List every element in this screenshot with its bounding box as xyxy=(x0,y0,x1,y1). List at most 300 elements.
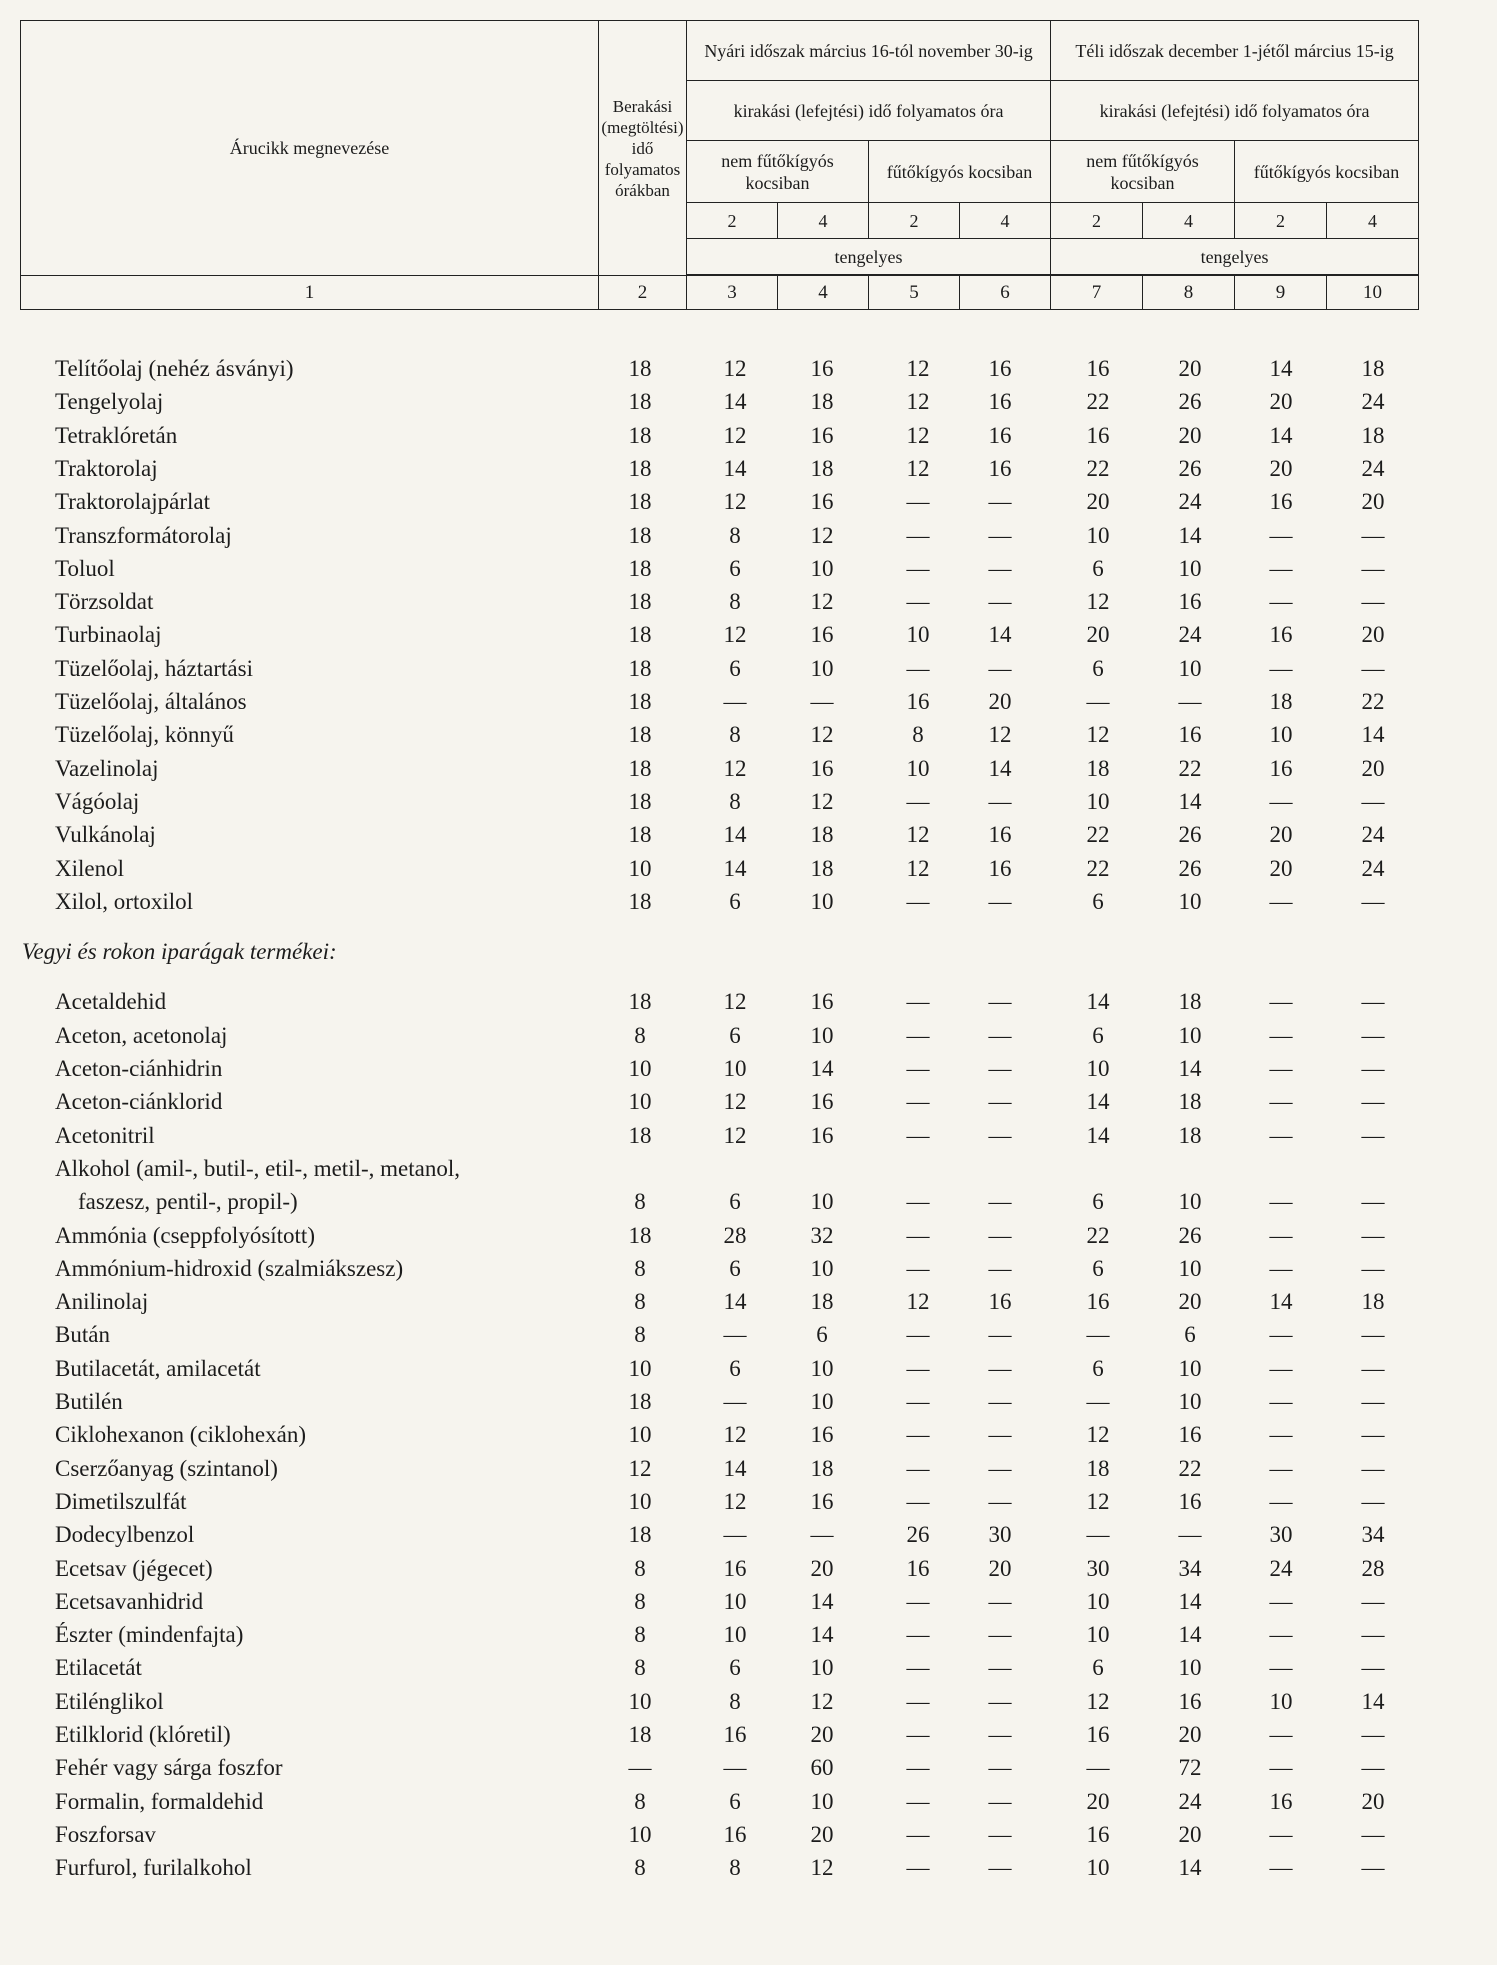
value-cell: 16 xyxy=(906,689,930,714)
value-cell: 14 xyxy=(1086,1089,1110,1115)
value-cell: 12 xyxy=(1086,1488,1110,1514)
col-num: 2 xyxy=(599,276,687,310)
table-row xyxy=(0,519,1497,552)
article-name: Xilenol xyxy=(55,855,124,881)
value-cell: 20 xyxy=(1269,822,1293,848)
value-cell: — xyxy=(1361,1056,1385,1081)
value-cell: 30 xyxy=(1086,1555,1110,1581)
winter-axles: tengelyes xyxy=(1051,239,1419,275)
table-row xyxy=(0,585,1497,618)
section-title: Vegyi és rokon iparágak termékei: xyxy=(22,939,337,965)
value-cell: 6 xyxy=(729,1355,741,1381)
value-cell: — xyxy=(988,1322,1012,1348)
value-cell: 20 xyxy=(1086,1788,1110,1814)
value-cell: 10 xyxy=(1178,1655,1202,1681)
table-row xyxy=(0,385,1497,418)
table-row xyxy=(0,1285,1497,1318)
value-cell: 16 xyxy=(1178,1422,1202,1448)
value-cell: — xyxy=(988,1255,1012,1281)
value-cell: 14 xyxy=(1361,722,1385,748)
value-cell: 14 xyxy=(723,389,747,415)
value-cell: 16 xyxy=(810,1089,834,1115)
col-num: 8 xyxy=(1143,276,1235,310)
value-cell: 10 xyxy=(628,1422,652,1448)
article-name: Foszforsav xyxy=(55,1821,156,1847)
value-cell: 20 xyxy=(1178,356,1202,381)
value-cell: 8 xyxy=(729,589,741,615)
value-cell: — xyxy=(906,1588,930,1614)
value-cell: 16 xyxy=(1086,1722,1110,1747)
value-cell: 18 xyxy=(810,389,834,415)
value-cell: 12 xyxy=(723,622,747,648)
value-cell: 22 xyxy=(1361,689,1385,714)
value-cell: — xyxy=(723,1389,747,1414)
value-cell: — xyxy=(1269,1022,1293,1048)
value-cell: — xyxy=(988,489,1012,515)
value-cell: — xyxy=(1086,1389,1110,1414)
value-cell: 16 xyxy=(810,755,834,781)
value-cell: 18 xyxy=(1178,989,1202,1015)
value-cell: 16 xyxy=(810,989,834,1015)
article-name: Acetonitril xyxy=(55,1122,155,1148)
value-cell: — xyxy=(1269,522,1293,548)
article-name: Tüzelőolaj, könnyű xyxy=(55,722,234,748)
value-cell: 30 xyxy=(988,1522,1012,1548)
article-name: Aceton-ciánhidrin xyxy=(55,1056,223,1081)
value-cell: 10 xyxy=(1086,1056,1110,1081)
table-row xyxy=(0,1152,1497,1185)
value-cell: 6 xyxy=(729,1255,741,1281)
value-cell: 18 xyxy=(628,455,652,481)
value-cell: 12 xyxy=(1086,722,1110,748)
value-cell: — xyxy=(906,1122,930,1148)
value-cell: 24 xyxy=(1178,1788,1202,1814)
value-cell: 14 xyxy=(1178,1588,1202,1614)
value-cell: — xyxy=(988,1455,1012,1481)
value-cell: — xyxy=(1269,1089,1293,1115)
value-cell: 10 xyxy=(628,1355,652,1381)
value-cell: 22 xyxy=(1086,455,1110,481)
value-cell: 12 xyxy=(723,989,747,1015)
value-cell: 28 xyxy=(1361,1555,1385,1581)
value-cell: 14 xyxy=(1178,522,1202,548)
value-cell: 16 xyxy=(1178,1488,1202,1514)
value-cell: — xyxy=(723,689,747,714)
value-cell: 26 xyxy=(906,1522,930,1548)
value-cell: 16 xyxy=(810,1488,834,1514)
axle-2: 2 xyxy=(869,203,960,239)
header-table xyxy=(20,20,1419,310)
value-cell: 12 xyxy=(810,722,834,748)
table-row xyxy=(0,1552,1497,1585)
value-cell: — xyxy=(1361,1022,1385,1048)
axle-2: 2 xyxy=(687,203,778,239)
value-cell: 20 xyxy=(1178,1722,1202,1747)
value-cell: — xyxy=(988,1655,1012,1681)
value-cell: — xyxy=(906,555,930,581)
value-cell: 14 xyxy=(1269,356,1293,381)
value-cell: 12 xyxy=(906,455,930,481)
value-cell: 16 xyxy=(723,1722,747,1747)
value-cell: — xyxy=(988,1355,1012,1381)
value-cell: 10 xyxy=(810,1355,834,1381)
value-cell: 18 xyxy=(1178,1122,1202,1148)
value-cell: 22 xyxy=(1086,1222,1110,1248)
value-cell: 14 xyxy=(723,822,747,848)
article-name: Ammónium-hidroxid (szalmiákszesz) xyxy=(55,1255,404,1281)
article-name: Xilol, ortoxilol xyxy=(55,888,193,914)
table-row xyxy=(0,618,1497,651)
value-cell: 16 xyxy=(988,855,1012,881)
value-cell: 20 xyxy=(1178,422,1202,448)
value-cell: — xyxy=(1178,689,1202,714)
value-cell: 8 xyxy=(634,1655,646,1681)
value-cell: 16 xyxy=(1269,1788,1293,1814)
value-cell: 14 xyxy=(1178,1622,1202,1648)
article-name: Vazelinolaj xyxy=(55,755,159,781)
value-cell: — xyxy=(1361,1755,1385,1781)
value-cell: — xyxy=(1269,1722,1293,1747)
table-row xyxy=(0,1618,1497,1651)
value-cell: — xyxy=(906,1855,930,1881)
article-name: Ecetsavanhidrid xyxy=(55,1588,204,1614)
table-row-continuation xyxy=(0,1185,1497,1218)
value-cell: — xyxy=(1361,522,1385,548)
value-cell: — xyxy=(906,655,930,681)
value-cell: — xyxy=(1086,1322,1110,1348)
axle-4: 4 xyxy=(1327,203,1419,239)
value-cell: — xyxy=(1361,1389,1385,1414)
value-cell: 14 xyxy=(810,1588,834,1614)
value-cell: — xyxy=(1361,1588,1385,1614)
value-cell: 12 xyxy=(810,1688,834,1714)
article-name: Traktorolajpárlat xyxy=(55,489,211,515)
value-cell: 20 xyxy=(1269,455,1293,481)
value-cell: — xyxy=(906,589,930,615)
article-name: Bután xyxy=(55,1322,110,1348)
article-name: Ecetsav (jégecet) xyxy=(55,1555,213,1581)
value-cell: — xyxy=(1269,1122,1293,1148)
table-row xyxy=(0,1485,1497,1518)
value-cell: 14 xyxy=(1086,989,1110,1015)
value-cell: 8 xyxy=(634,1555,646,1581)
value-cell: — xyxy=(906,1089,930,1115)
value-cell: — xyxy=(988,1488,1012,1514)
value-cell: — xyxy=(1361,1322,1385,1348)
value-cell: 8 xyxy=(634,1289,646,1315)
value-cell: 24 xyxy=(1361,822,1385,848)
value-cell: — xyxy=(988,1389,1012,1414)
value-cell: — xyxy=(906,1355,930,1381)
value-cell: 12 xyxy=(723,356,747,381)
value-cell: 6 xyxy=(1092,1355,1104,1381)
table-row xyxy=(0,752,1497,785)
value-cell: 14 xyxy=(810,1056,834,1081)
value-cell: 14 xyxy=(1178,788,1202,814)
article-name: Cserzőanyag (szintanol) xyxy=(55,1455,278,1481)
value-cell: 16 xyxy=(810,422,834,448)
value-cell: — xyxy=(1361,989,1385,1015)
value-cell: 10 xyxy=(1269,1688,1293,1714)
value-cell: 18 xyxy=(628,489,652,515)
table-row xyxy=(0,1452,1497,1485)
value-cell: 18 xyxy=(628,689,652,714)
value-cell: 16 xyxy=(1178,1688,1202,1714)
value-cell: 10 xyxy=(1178,1189,1202,1215)
table-row xyxy=(0,419,1497,452)
value-cell: — xyxy=(988,655,1012,681)
value-cell: 16 xyxy=(1178,722,1202,748)
value-cell: — xyxy=(1361,1122,1385,1148)
table-row xyxy=(0,1685,1497,1718)
table-row xyxy=(0,552,1497,585)
value-cell: 8 xyxy=(729,1855,741,1881)
value-cell: 32 xyxy=(810,1222,834,1248)
table-row xyxy=(0,1851,1497,1884)
table-row xyxy=(0,485,1497,518)
value-cell: 10 xyxy=(628,1089,652,1115)
value-cell: 22 xyxy=(1086,389,1110,415)
value-cell: 10 xyxy=(1178,1389,1202,1414)
value-cell: 18 xyxy=(628,1522,652,1548)
value-cell: — xyxy=(1361,1255,1385,1281)
table-row xyxy=(0,1252,1497,1285)
article-name: Törzsoldat xyxy=(55,589,154,615)
value-cell: 16 xyxy=(906,1555,930,1581)
value-cell: — xyxy=(1269,655,1293,681)
value-cell: 20 xyxy=(1178,1821,1202,1847)
value-cell: 20 xyxy=(1361,489,1385,515)
value-cell: 16 xyxy=(1269,755,1293,781)
value-cell: 16 xyxy=(1086,1821,1110,1847)
value-cell: 20 xyxy=(810,1555,834,1581)
value-cell: — xyxy=(988,555,1012,581)
value-cell: 18 xyxy=(810,855,834,881)
value-cell: 12 xyxy=(628,1455,652,1481)
value-cell: 12 xyxy=(906,356,930,381)
value-cell: 18 xyxy=(1361,356,1385,381)
axle-2: 2 xyxy=(1051,203,1143,239)
article-name: Alkohol (amil-, butil-, etil-, metil-, metanol, xyxy=(55,1155,460,1181)
table-row xyxy=(0,685,1497,718)
value-cell: — xyxy=(906,1722,930,1747)
value-cell: 10 xyxy=(810,655,834,681)
value-cell: — xyxy=(723,1755,747,1781)
summer-axles: tengelyes xyxy=(687,239,1051,275)
value-cell: 8 xyxy=(729,522,741,548)
value-cell: 20 xyxy=(810,1722,834,1747)
table-row xyxy=(0,1119,1497,1152)
value-cell: 6 xyxy=(1092,888,1104,914)
value-cell: 18 xyxy=(628,389,652,415)
value-cell: — xyxy=(1269,989,1293,1015)
value-cell: — xyxy=(988,1821,1012,1847)
value-cell: 12 xyxy=(723,755,747,781)
value-cell: 18 xyxy=(628,755,652,781)
value-cell: 16 xyxy=(988,822,1012,848)
value-cell: — xyxy=(1361,1722,1385,1747)
value-cell: 14 xyxy=(723,1289,747,1315)
value-cell: — xyxy=(1269,1189,1293,1215)
value-cell: 16 xyxy=(810,356,834,381)
value-cell: 18 xyxy=(628,589,652,615)
value-cell: 20 xyxy=(988,1555,1012,1581)
value-cell: — xyxy=(1361,1488,1385,1514)
winter-heat: fűtőkígyós kocsiban xyxy=(1235,141,1419,203)
value-cell: 14 xyxy=(1269,422,1293,448)
value-cell: 16 xyxy=(1086,1289,1110,1315)
value-cell: 8 xyxy=(634,1255,646,1281)
article-name: Aceton-ciánklorid xyxy=(55,1089,223,1115)
value-cell: 6 xyxy=(1092,655,1104,681)
article-name: Toluol xyxy=(55,555,115,581)
value-cell: 18 xyxy=(628,356,652,381)
article-name: Turbinaolaj xyxy=(55,622,162,648)
value-cell: 10 xyxy=(1086,1855,1110,1881)
table-row xyxy=(0,1052,1497,1085)
value-cell: — xyxy=(988,1788,1012,1814)
value-cell: 12 xyxy=(810,589,834,615)
value-cell: 10 xyxy=(810,1189,834,1215)
value-cell: 34 xyxy=(1178,1555,1202,1581)
col-num: 5 xyxy=(869,276,960,310)
value-cell: 28 xyxy=(723,1222,747,1248)
value-cell: 14 xyxy=(723,455,747,481)
value-cell: 34 xyxy=(1361,1522,1385,1548)
value-cell: 6 xyxy=(1092,1655,1104,1681)
value-cell: — xyxy=(1361,788,1385,814)
value-cell: 24 xyxy=(1361,389,1385,415)
value-cell: — xyxy=(988,788,1012,814)
article-name-cont: faszesz, pentil-, propil-) xyxy=(78,1189,298,1215)
value-cell: — xyxy=(906,1422,930,1448)
summer-nonheat: nem fűtőkígyós kocsiban xyxy=(687,141,869,203)
value-cell: 6 xyxy=(1092,1255,1104,1281)
value-cell: 18 xyxy=(810,455,834,481)
value-cell: 6 xyxy=(1092,555,1104,581)
axle-4: 4 xyxy=(778,203,869,239)
col-num: 9 xyxy=(1235,276,1327,310)
value-cell: 10 xyxy=(1086,1622,1110,1648)
col-num: 1 xyxy=(21,276,599,310)
article-name: Tetraklóretán xyxy=(55,422,178,448)
value-cell: 12 xyxy=(723,489,747,515)
value-cell: — xyxy=(906,1755,930,1781)
article-name: Vágóolaj xyxy=(55,788,140,814)
article-name: Formalin, formaldehid xyxy=(55,1788,264,1814)
value-cell: 10 xyxy=(1178,888,1202,914)
value-cell: — xyxy=(1361,555,1385,581)
axle-4: 4 xyxy=(1143,203,1235,239)
value-cell: — xyxy=(1086,1522,1110,1548)
table-row xyxy=(0,1418,1497,1451)
value-cell: — xyxy=(988,1588,1012,1614)
value-cell: 10 xyxy=(1269,722,1293,748)
value-cell: 20 xyxy=(810,1821,834,1847)
value-cell: — xyxy=(1269,1855,1293,1881)
value-cell: 18 xyxy=(628,722,652,748)
summer-unload-time: kirakási (lefejtési) idő folyamatos óra xyxy=(687,81,1051,141)
col-header-article: Árucikk megnevezése xyxy=(21,21,599,276)
value-cell: — xyxy=(723,1322,747,1348)
article-name: Etilénglikol xyxy=(55,1688,164,1714)
value-cell: 8 xyxy=(634,1322,646,1348)
value-cell: 8 xyxy=(634,1788,646,1814)
value-cell: 10 xyxy=(723,1588,747,1614)
value-cell: 18 xyxy=(628,888,652,914)
value-cell: — xyxy=(906,489,930,515)
value-cell: — xyxy=(810,689,834,714)
table-row xyxy=(0,1318,1497,1351)
value-cell: 12 xyxy=(988,722,1012,748)
value-cell: 10 xyxy=(810,1389,834,1414)
value-cell: — xyxy=(1361,1222,1385,1248)
value-cell: 8 xyxy=(912,722,924,748)
table-row xyxy=(0,352,1497,385)
article-name: Tüzelőolaj, háztartási xyxy=(55,655,253,681)
article-name: Tengelyolaj xyxy=(55,389,164,415)
value-cell: 20 xyxy=(1269,855,1293,881)
value-cell: 14 xyxy=(988,755,1012,781)
value-cell: 10 xyxy=(628,1821,652,1847)
value-cell: — xyxy=(988,1422,1012,1448)
value-cell: 16 xyxy=(723,1821,747,1847)
value-cell: 16 xyxy=(810,1122,834,1148)
value-cell: — xyxy=(906,1622,930,1648)
value-cell: 12 xyxy=(723,1122,747,1148)
value-cell: — xyxy=(1178,1522,1202,1548)
value-cell: 26 xyxy=(1178,389,1202,415)
value-cell: 6 xyxy=(816,1322,828,1348)
value-cell: — xyxy=(906,1788,930,1814)
value-cell: — xyxy=(1361,1655,1385,1681)
value-cell: — xyxy=(988,1622,1012,1648)
value-cell: — xyxy=(1269,1488,1293,1514)
value-cell: — xyxy=(988,1222,1012,1248)
value-cell: 18 xyxy=(628,555,652,581)
table-row xyxy=(0,1219,1497,1252)
value-cell: 10 xyxy=(723,1056,747,1081)
value-cell: 12 xyxy=(723,422,747,448)
value-cell: 16 xyxy=(1269,622,1293,648)
value-cell: — xyxy=(906,1455,930,1481)
value-cell: 12 xyxy=(906,1289,930,1315)
value-cell: — xyxy=(1269,1455,1293,1481)
value-cell: 16 xyxy=(988,389,1012,415)
value-cell: 20 xyxy=(988,689,1012,714)
value-cell: — xyxy=(906,1322,930,1348)
value-cell: 6 xyxy=(1092,1189,1104,1215)
value-cell: 8 xyxy=(634,1622,646,1648)
value-cell: 10 xyxy=(810,1655,834,1681)
value-cell: 18 xyxy=(628,655,652,681)
value-cell: — xyxy=(988,1122,1012,1148)
value-cell: 16 xyxy=(723,1555,747,1581)
value-cell: 16 xyxy=(810,1422,834,1448)
value-cell: 12 xyxy=(1086,1422,1110,1448)
table-row xyxy=(0,1651,1497,1684)
value-cell: 18 xyxy=(628,1389,652,1414)
winter-nonheat: nem fűtőkígyós kocsiban xyxy=(1051,141,1235,203)
value-cell: 26 xyxy=(1178,855,1202,881)
article-name: Butilacetát, amilacetát xyxy=(55,1355,261,1381)
value-cell: — xyxy=(1269,1821,1293,1847)
value-cell: — xyxy=(906,888,930,914)
value-cell: — xyxy=(1361,1622,1385,1648)
value-cell: — xyxy=(988,888,1012,914)
value-cell: 8 xyxy=(634,1588,646,1614)
value-cell: 12 xyxy=(906,389,930,415)
